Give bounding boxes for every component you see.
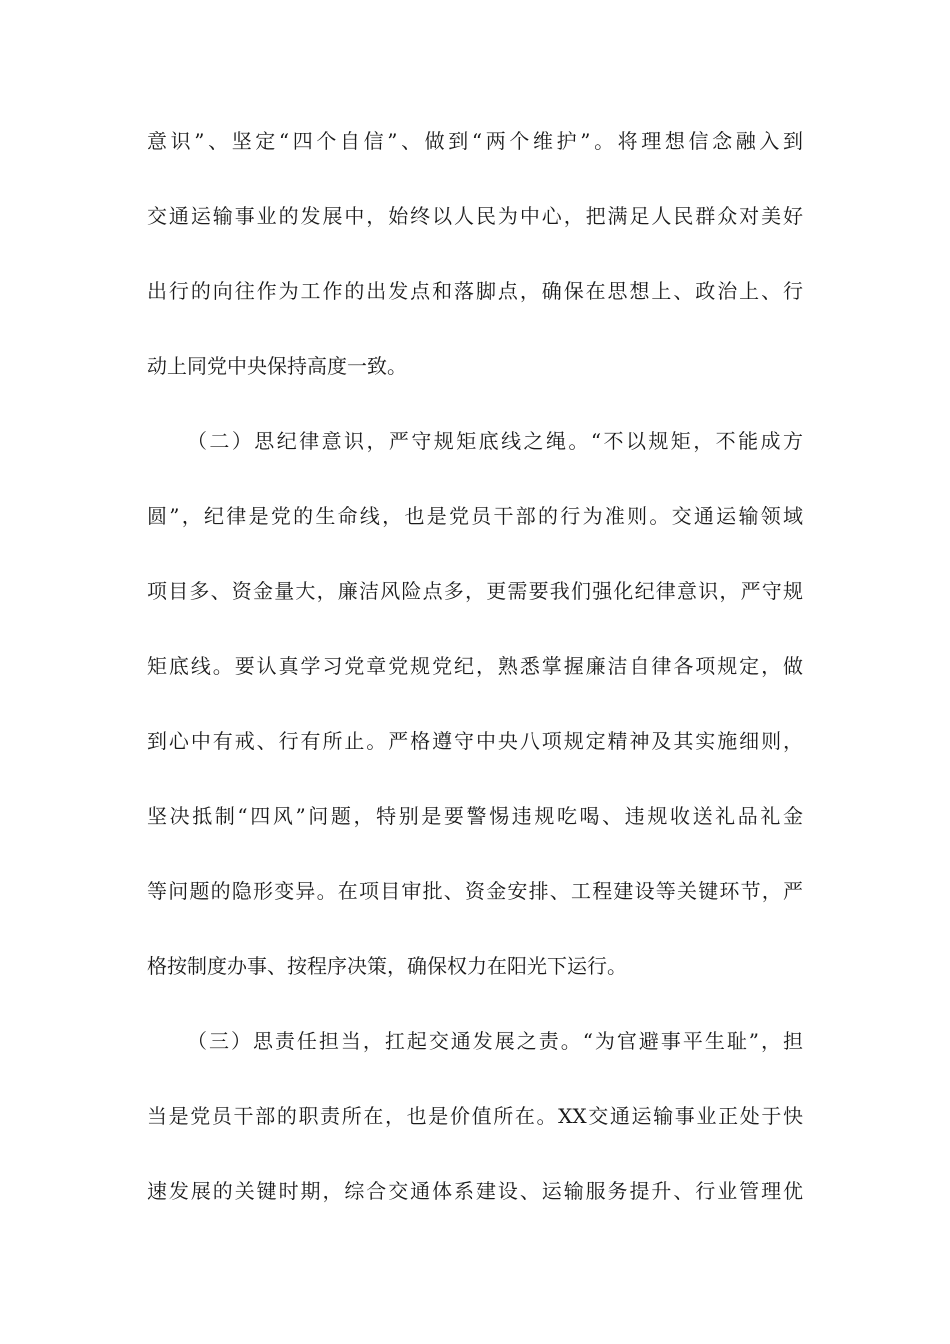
paragraph-line: 出行的向往作为工作的出发点和落脚点，确保在思想上、政治上、行 bbox=[147, 279, 803, 303]
paragraph-line: 交通运输事业的发展中，始终以人民为中心，把满足人民群众对美好 bbox=[147, 204, 803, 228]
paragraph-line: 矩底线。要认真学习党章党规党纪，熟悉掌握廉洁自律各项规定，做 bbox=[147, 654, 803, 678]
paragraph-line: 意识”、坚定“四个自信”、做到“两个维护”。将理想信念融入到 bbox=[147, 129, 803, 153]
paragraph-line: 速发展的关键时期，综合交通体系建设、运输服务提升、行业管理优 bbox=[147, 1179, 803, 1203]
paragraph-line: 到心中有戒、行有所止。严格遵守中央八项规定精神及其实施细则， bbox=[147, 729, 803, 753]
paragraph-line: 圆”，纪律是党的生命线，也是党员干部的行为准则。交通运输领域 bbox=[147, 504, 803, 528]
paragraph-line: 动上同党中央保持高度一致。 bbox=[147, 354, 407, 378]
paragraph-line: 格按制度办事、按程序决策，确保权力在阳光下运行。 bbox=[147, 954, 627, 978]
paragraph-line: 当是党员干部的职责所在，也是价值所在。XX交通运输事业正处于快 bbox=[147, 1104, 803, 1128]
paragraph-line: 坚决抵制“四风”问题，特别是要警惕违规吃喝、违规收送礼品礼金 bbox=[147, 804, 803, 828]
paragraph-line: （三）思责任担当，扛起交通发展之责。“为官避事平生耻”，担 bbox=[187, 1029, 803, 1053]
paragraph-line: （二）思纪律意识，严守规矩底线之绳。“不以规矩，不能成方 bbox=[187, 429, 803, 453]
paragraph-line: 项目多、资金量大，廉洁风险点多，更需要我们强化纪律意识，严守规 bbox=[147, 579, 803, 603]
paragraph-line: 等问题的隐形变异。在项目审批、资金安排、工程建设等关键环节，严 bbox=[147, 879, 803, 903]
